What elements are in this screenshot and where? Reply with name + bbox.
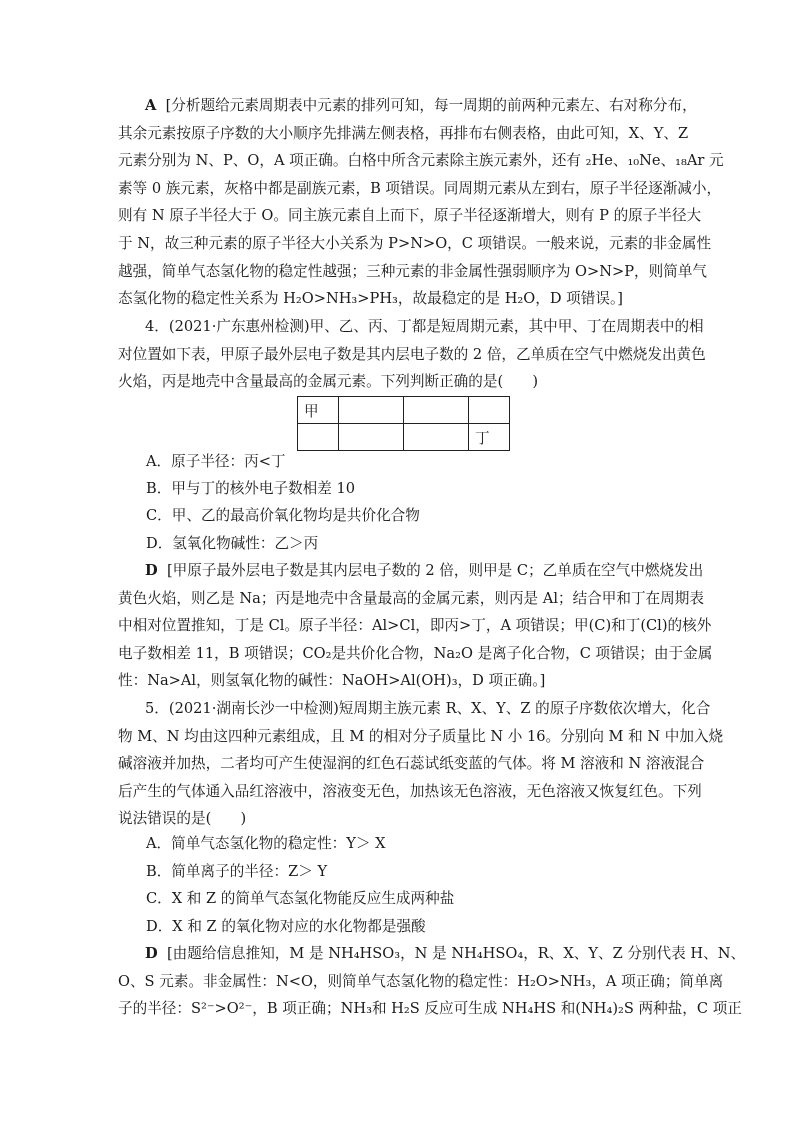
question-4-line: 对位置如下表，甲原子最外层电子数是其内层电子数的 2 倍，乙单质在空气中燃烧发出黄色 bbox=[118, 345, 706, 363]
question-5-option-a: A．简单气态氢化物的稳定性：Y＞ X bbox=[146, 835, 386, 852]
periodic-position-table bbox=[297, 396, 510, 451]
answer-4-line: 中相对位置推知，丁是 Cl。原子半径：Al>Cl，即丙>丁，A 项错误；甲(C)和丁(Cl)的核外 bbox=[118, 617, 712, 635]
question-5-line: 物 M、N 均由这四种元素组成，且 M 的相对分子质量比 N 小 16。分别向 M 和 N 中加入烧 bbox=[118, 727, 724, 745]
question-5-line: 5．(2021·湖南长沙一中检测)短周期主族元素 R、X、Y、Z 的原子序数依次增大，化合 bbox=[145, 700, 711, 717]
question-5-option-d: D．X 和 Z 的氧化物对应的水化物都是强酸 bbox=[146, 918, 426, 935]
table-cell bbox=[404, 397, 469, 424]
table-cell: 甲 bbox=[298, 397, 339, 424]
answer-3-line: 越强，简单气态氢化物的稳定性越强；三种元素的非金属性强弱顺序为 O>N>P，则简单气 bbox=[118, 262, 708, 280]
question-5-option-c: C．X 和 Z 的简单气态氢化物能反应生成两种盐 bbox=[146, 890, 455, 907]
question-5-option-b: B．简单离子的半径：Z＞ Y bbox=[146, 863, 328, 880]
table-cell bbox=[404, 424, 469, 451]
question-4-stem bbox=[118, 313, 706, 396]
question-4-line: 4．(2021·广东惠州检测)甲、乙、丙、丁都是短周期元素，其中甲、丁在周期表中的相 bbox=[145, 318, 704, 335]
answer-3-line: 于 N，故三种元素的原子半径大小关系为 P>N>O，C 项错误。一般来说，元素的非金属性 bbox=[118, 234, 712, 252]
question-4-line: 火焰，丙是地壳中含量最高的金属元素。下列判断正确的是( ) bbox=[118, 373, 539, 391]
question-4-option-c: C．甲、乙的最高价氧化物均是共价化合物 bbox=[146, 507, 420, 524]
answer-5-explanation bbox=[118, 940, 746, 1023]
answer-4-letter: D bbox=[145, 562, 158, 579]
answer-4-explanation bbox=[118, 557, 713, 695]
question-5-line: 后产生的气体通入品红溶液中，溶液变无色，加热该无色溶液，无色溶液又恢复红色。下列 bbox=[118, 782, 702, 800]
table-row bbox=[298, 397, 510, 424]
answer-3-line: 素等 0 族元素，灰格中都是副族元素，B 项错误。同周期元素从左到右，原子半径逐渐减小， bbox=[118, 179, 722, 197]
answer-5-line: D [由题给信息推知，M 是 NH₄HSO₃，N 是 NH₄HSO₄，R、X、Y、Z 分别代表 H、N、 bbox=[145, 945, 746, 962]
answer-3-line: 元素分别为 N、P、O，A 项正确。白格中所含元素除主族元素外，还有 ₂He、₁₀Ne、₁₈Ar 元 bbox=[118, 152, 724, 170]
table-cell bbox=[298, 424, 339, 451]
question-4-option-b: B．甲与丁的核外电子数相差 10 bbox=[146, 480, 356, 497]
answer-5-letter: D bbox=[145, 945, 158, 962]
answer-5-line: O、S 元素。非金属性：N<O，则简单气态氢化物的稳定性：H₂O>NH₃，A 项正确；简单离 bbox=[118, 972, 724, 990]
table-cell bbox=[339, 397, 404, 424]
answer-3-letter: A bbox=[145, 97, 157, 114]
question-5-stem bbox=[118, 695, 724, 833]
answer-5-line: 子的半径：S²⁻>O²⁻，B 项正确；NH₃和 H₂S 反应可生成 NH₄HS 和(NH₄)₂S 两种盐，C 项正 bbox=[118, 1000, 742, 1018]
question-5-line: 碱溶液并加热，二者均可产生使湿润的红色石蕊试纸变蓝的气体。将 M 溶液和 N 溶液混合 bbox=[118, 755, 705, 773]
answer-3-line: 则有 N 原子半径大于 O。同主族元素自上而下，原子半径逐渐增大，则有 P 的原子半径大 bbox=[118, 207, 702, 225]
table-row bbox=[298, 424, 510, 451]
answer-4-line: 电子数相差 11，B 项错误；CO₂是共价化合物，Na₂O 是离子化合物，C 项错误；由于金属 bbox=[118, 644, 713, 662]
answer-4-line: 性：Na>Al，则氢氧化物的碱性：NaOH>Al(OH)₃，D 项正确。] bbox=[118, 672, 546, 690]
answer-3-line: 其余元素按原子序数的大小顺序先排满左侧表格，再排布右侧表格，由此可知，X、Y、Z bbox=[118, 124, 689, 142]
question-5-line: 说法错误的是( ) bbox=[118, 810, 247, 828]
table-cell bbox=[339, 424, 404, 451]
answer-4-line: 黄色火焰，则乙是 Na；丙是地壳中含量最高的金属元素，则丙是 Al；结合甲和丁在周期表 bbox=[118, 589, 704, 607]
answer-3-line: A [分析题给元素周期表中元素的排列可知，每一周期的前两种元素左、右对称分布， bbox=[145, 97, 697, 114]
table-cell: 丁 bbox=[469, 424, 510, 451]
answer-3-explanation bbox=[118, 92, 724, 313]
answer-4-line: D [甲原子最外层电子数是其内层电子数的 2 倍，则甲是 C；乙单质在空气中燃烧发出 bbox=[145, 562, 704, 579]
question-4-option-d: D．氢氧化物碱性：乙＞丙 bbox=[146, 535, 319, 552]
table-cell bbox=[469, 397, 510, 424]
answer-3-line: 态氢化物的稳定性关系为 H₂O>NH₃>PH₃，故最稳定的是 H₂O，D 项错误。] bbox=[118, 290, 623, 308]
question-4-option-a: A．原子半径：丙<丁 bbox=[146, 453, 286, 470]
